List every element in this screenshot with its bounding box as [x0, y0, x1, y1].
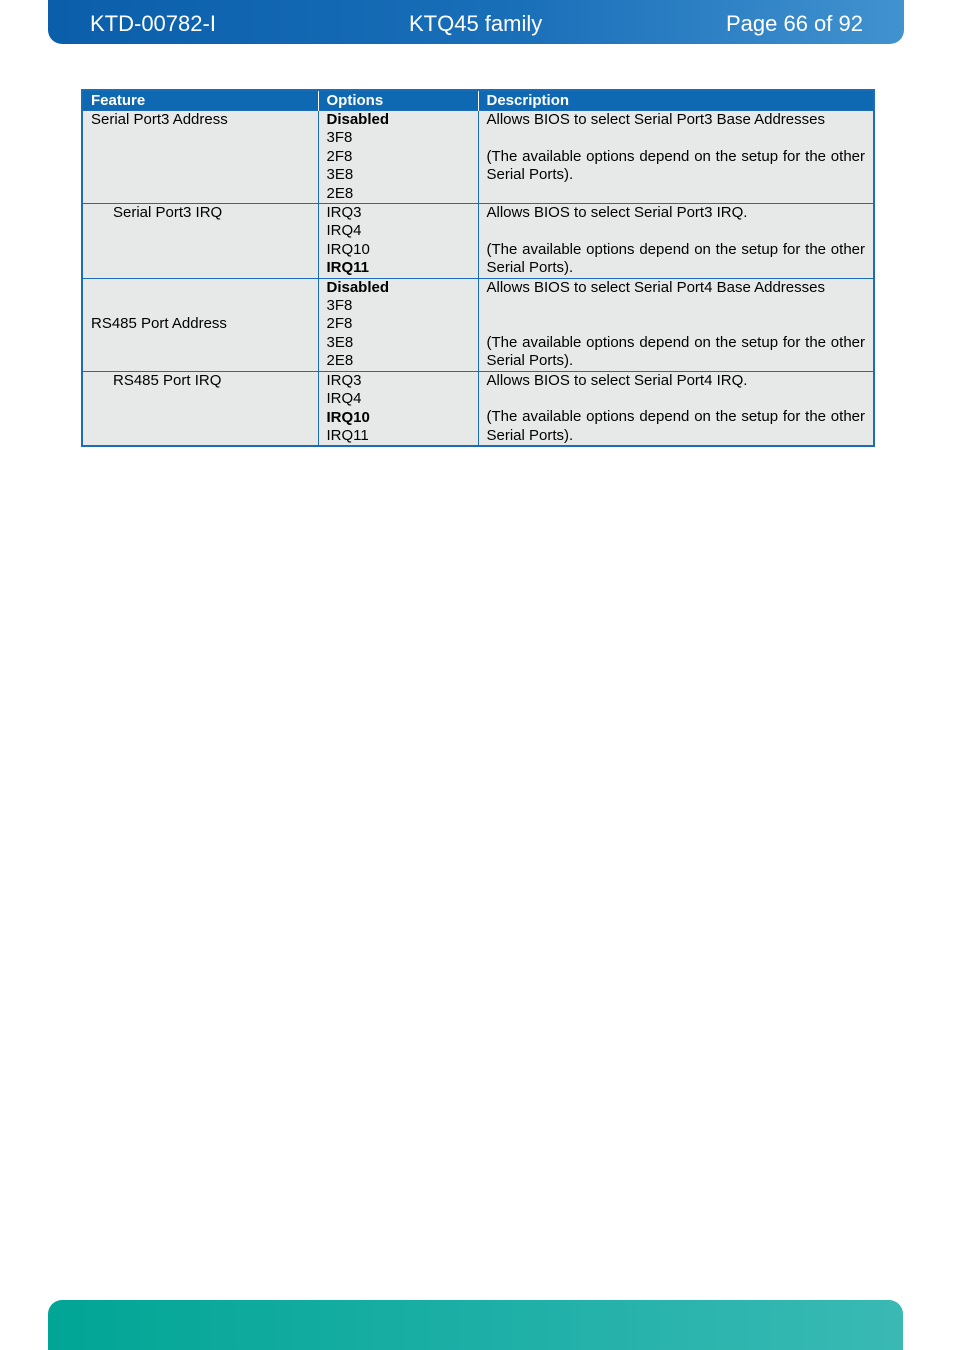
- option-value: IRQ10: [326, 240, 370, 258]
- option-value: IRQ3: [326, 204, 362, 222]
- option-value: 2F8: [326, 315, 353, 333]
- option-value: 3E8: [326, 166, 354, 184]
- options-cell: [318, 371, 478, 446]
- table-header-row: [82, 90, 874, 111]
- option-value: 3F8: [326, 297, 353, 315]
- feature-name: Serial Port3 Address: [91, 111, 228, 128]
- description-cell: [478, 278, 874, 371]
- table-row: [82, 204, 874, 279]
- option-value-default: IRQ11: [326, 259, 370, 277]
- option-value: 3F8: [326, 129, 353, 147]
- column-header-description: Description: [478, 90, 874, 111]
- bios-feature-table: [81, 89, 875, 447]
- description-cell: [478, 111, 874, 204]
- option-value-default: Disabled: [326, 111, 390, 128]
- feature-cell: [82, 371, 318, 446]
- description-text: Allows BIOS to select Serial Port3 Base Addresses: [486, 111, 825, 128]
- column-header-feature: Feature: [82, 90, 318, 111]
- description-note: (The available options depend on the setup for the other Serial Ports).: [486, 333, 865, 370]
- option-value: 2F8: [326, 147, 353, 165]
- feature-name: RS485 Port Address: [91, 315, 227, 333]
- description-text: Allows BIOS to select Serial Port4 IRQ.: [486, 371, 748, 389]
- options-cell: [318, 278, 478, 371]
- column-header-options: Options: [318, 90, 478, 111]
- feature-cell: [82, 278, 318, 371]
- feature-cell: [82, 204, 318, 279]
- description-cell: [478, 371, 874, 446]
- description-note: (The available options depend on the setup for the other Serial Ports).: [486, 240, 865, 277]
- page-header: [48, 0, 904, 44]
- description-cell: [478, 204, 874, 279]
- option-value: IRQ4: [326, 222, 362, 240]
- table-row: [82, 278, 874, 371]
- description-note: (The available options depend on the setup for the other Serial Ports).: [486, 147, 865, 184]
- page-number: Page 66 of 92: [725, 11, 863, 36]
- option-value-default: IRQ10: [326, 408, 370, 426]
- description-text: Allows BIOS to select Serial Port4 Base Addresses: [486, 278, 825, 296]
- page-footer: [48, 1300, 903, 1350]
- option-value-default: Disabled: [326, 278, 390, 296]
- option-value: 2E8: [326, 184, 354, 202]
- options-cell: [318, 204, 478, 279]
- description-text: Allows BIOS to select Serial Port3 IRQ.: [486, 204, 748, 222]
- option-value: 2E8: [326, 352, 354, 370]
- option-value: 3E8: [326, 333, 354, 351]
- feature-name: Serial Port3 IRQ: [113, 204, 223, 222]
- table-row: [82, 111, 874, 204]
- document-id: KTD-00782-I: [90, 11, 216, 36]
- option-value: IRQ4: [326, 390, 362, 408]
- options-cell: [318, 111, 478, 204]
- option-value: IRQ11: [326, 426, 369, 444]
- option-value: IRQ3: [326, 371, 362, 389]
- table-row: [82, 371, 874, 446]
- description-note: (The available options depend on the setup for the other Serial Ports).: [486, 408, 865, 444]
- feature-cell: [82, 111, 318, 204]
- feature-name: RS485 Port IRQ: [113, 371, 222, 389]
- product-family: KTQ45 family: [409, 11, 543, 36]
